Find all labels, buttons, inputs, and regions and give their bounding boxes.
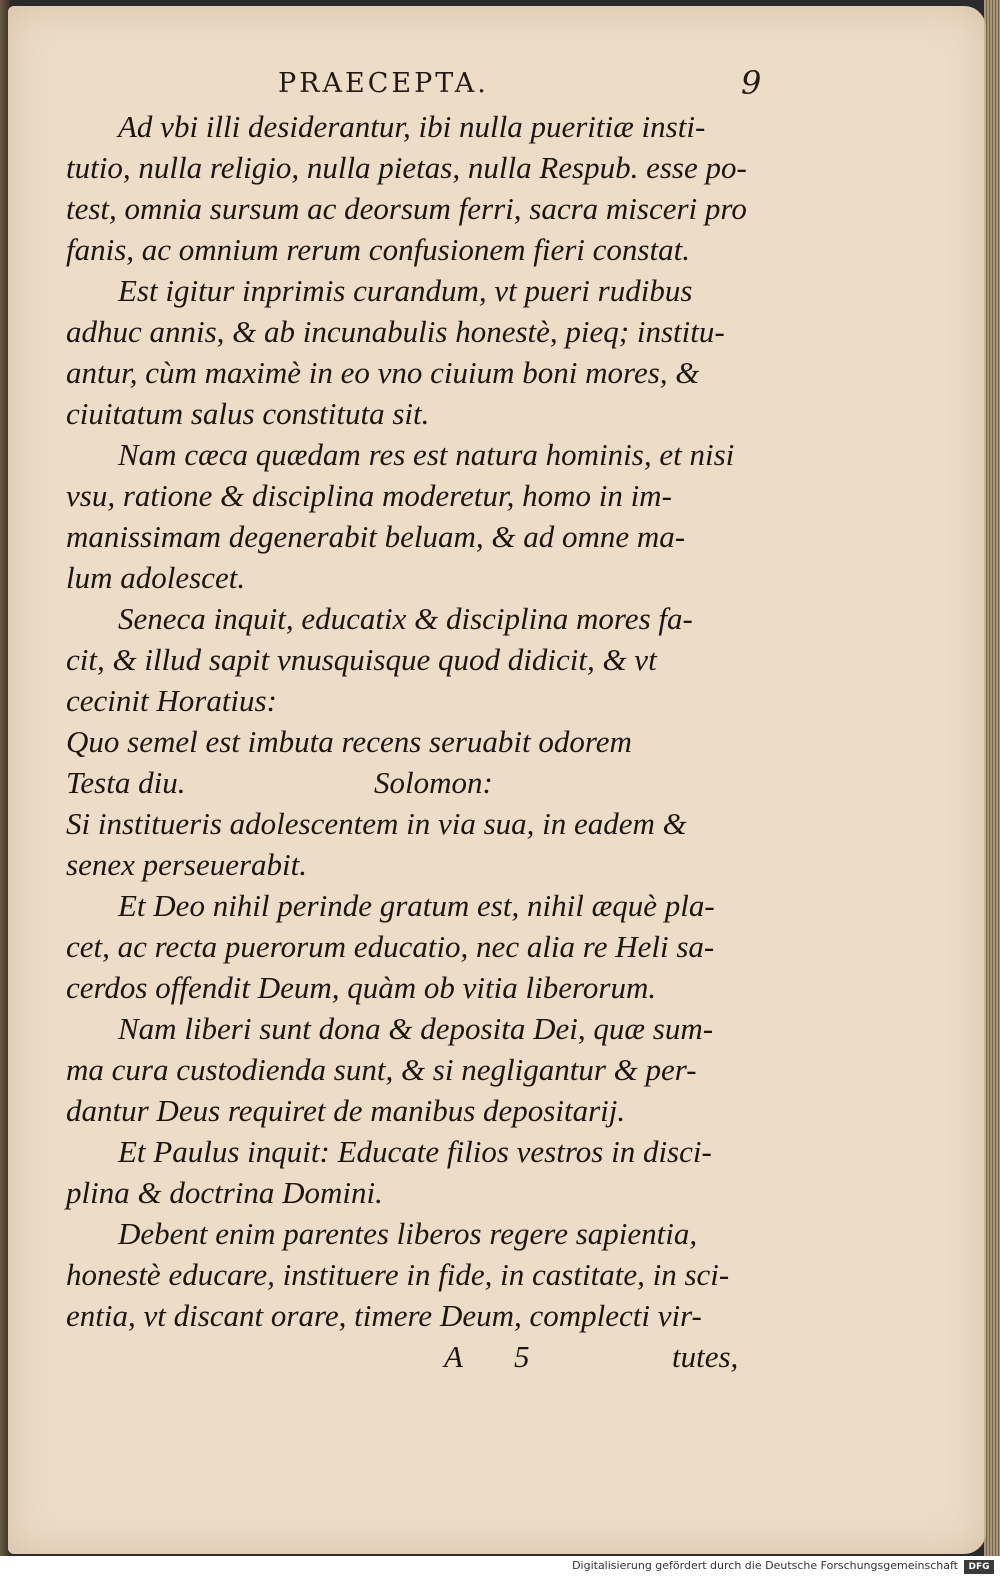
text-line: ma cura custodienda sunt, & si negligantur & per-: [66, 1052, 697, 1087]
running-head: PRAECEPTA.: [278, 68, 489, 99]
page-leaf: [8, 6, 986, 1554]
verse-line: Si institueris adolescentem in via sua, in eadem &: [66, 806, 687, 841]
funding-note: Digitalisierung gefördert durch die Deutsche Forschungsgemeinschaft: [572, 1559, 958, 1572]
verse-line: [66, 762, 746, 803]
verse-text: Testa diu.: [66, 765, 186, 800]
text-line: honestè educare, instituere in fide, in castitate, in sci-: [66, 1257, 730, 1292]
text-line: manissimam degenerabit beluam, & ad omne ma-: [66, 519, 686, 554]
text-line: test, omnia sursum ac deorsum ferri, sacra misceri pro: [66, 191, 747, 226]
signature-number: 5: [514, 1339, 530, 1374]
text-line: adhuc annis, & ab incunabulis honestè, pieq; institu-: [66, 314, 725, 349]
verse-attribution: Solomon:: [374, 765, 493, 800]
text-line: Et Paulus inquit: Educate filios vestros in disci-: [118, 1134, 712, 1169]
verse-line: senex perseuerabit.: [66, 847, 308, 882]
text-line: lum adolescet.: [66, 560, 246, 595]
text-line: Et Deo nihil perinde gratum est, nihil æquè pla-: [118, 888, 715, 923]
text-line: Nam liberi sunt dona & deposita Dei, quæ sum-: [118, 1011, 714, 1046]
page-header: [8, 64, 986, 108]
text-line: plina & doctrina Domini.: [66, 1175, 383, 1210]
catchword: tutes,: [672, 1339, 739, 1374]
text-line: Est igitur inprimis curandum, vt pueri rudibus: [118, 273, 693, 308]
catchline: [66, 1336, 746, 1377]
text-line: cet, ac recta puerorum educatio, nec alia re Heli sa-: [66, 929, 715, 964]
text-line: Ad vbi illi desiderantur, ibi nulla pueritiæ insti-: [118, 109, 706, 144]
text-line: Seneca inquit, educatix & disciplina mores fa-: [118, 601, 693, 636]
text-line: tutio, nulla religio, nulla pietas, nulla Respub. esse po-: [66, 150, 747, 185]
text-line: cecinit Horatius:: [66, 683, 277, 718]
verse-line: Quo semel est imbuta recens seruabit odorem: [66, 724, 632, 759]
text-line: dantur Deus requiret de manibus depositarij.: [66, 1093, 626, 1128]
body-text: [66, 106, 746, 1377]
page-number: 9: [741, 64, 762, 102]
text-line: ciuitatum salus constituta sit.: [66, 396, 430, 431]
digitization-footer: [0, 1556, 1000, 1579]
text-line: Debent enim parentes liberos regere sapientia,: [118, 1216, 698, 1251]
dfg-logo: DFG: [964, 1560, 994, 1574]
page-edges: [984, 0, 1000, 1556]
text-line: antur, cùm maximè in eo vno ciuium boni mores, &: [66, 355, 700, 390]
text-line: vsu, ratione & disciplina moderetur, homo in im-: [66, 478, 672, 513]
text-line: fanis, ac omnium rerum confusionem fieri constat.: [66, 232, 690, 267]
text-line: entia, vt discant orare, timere Deum, complecti vir-: [66, 1298, 702, 1333]
text-line: cit, & illud sapit vnusquisque quod didicit, & vt: [66, 642, 657, 677]
text-line: cerdos offendit Deum, quàm ob vitia liberorum.: [66, 970, 657, 1005]
text-line: Nam cæca quædam res est natura hominis, et nisi: [118, 437, 735, 472]
signature-mark: A: [444, 1339, 463, 1374]
